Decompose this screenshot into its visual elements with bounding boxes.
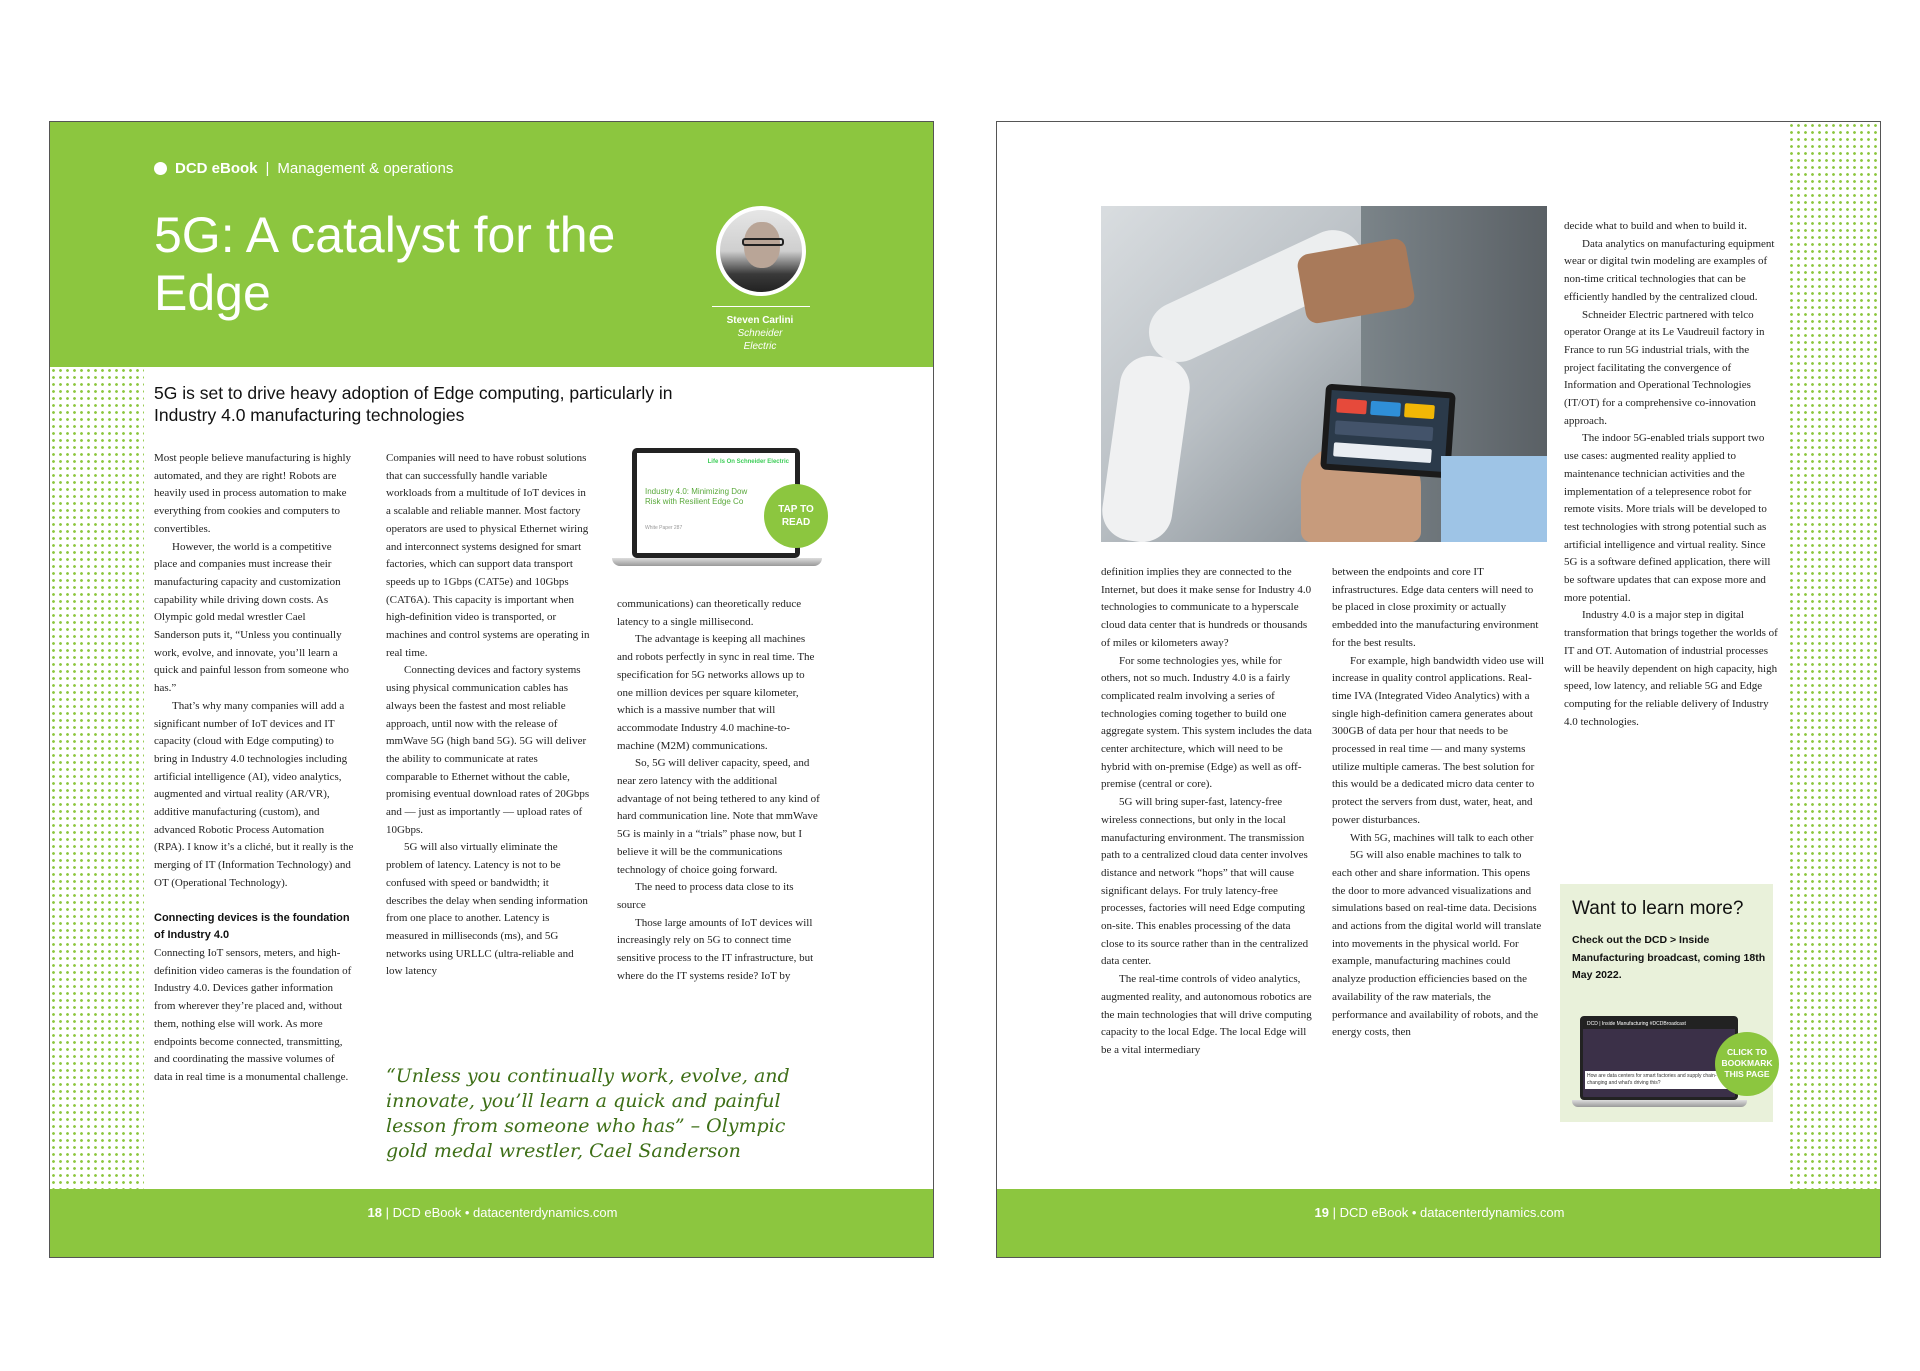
- paragraph: Data analytics on manufacturing equipment wear or digital twin modeling are examples of non-time critical technologies that can be efficiently handled by the centralized cloud.: [1564, 237, 1775, 303]
- body-column-2: [386, 450, 590, 981]
- paragraph: Connecting devices and factory systems using physical communication cables has always been the fastest and most reliable approach, until now with the release of mmWave 5G (high band 5G). 5G will deliver the ability to communicate at rates comparable to Ethernet without the cable, promising eventual download rates of 20Gbps and — just as importantly — upload rates of 10Gbps.: [386, 664, 590, 836]
- body-column-2: [1332, 564, 1544, 1042]
- tap-to-read-button[interactable]: TAP TO READ: [764, 484, 828, 548]
- footer-line: [50, 1205, 934, 1220]
- body-column-3: [617, 596, 822, 985]
- footer-line: [997, 1205, 1881, 1220]
- article-deck: 5G is set to drive heavy adoption of Edge computing, particularly in Industry 4.0 manufacturing technologies: [154, 383, 673, 425]
- author-company-1: Schneider: [737, 328, 783, 339]
- author-company-2: Electric: [743, 341, 777, 352]
- kicker-separator: |: [265, 160, 270, 177]
- whitepaper-type: White Paper 287: [645, 525, 683, 531]
- paragraph: The advantage is keeping all machines and robots perfectly in sync in real time. The specification for 5G networks allows up to one million devices per square kilometer, which is a massive number that will accommodate Industry 4.0 machine-to-machine (M2M) communications.: [617, 633, 815, 752]
- paragraph: definition implies they are connected to the Internet, but does it make sense for Industry 4.0 technologies to communicate to a hyperscale cloud data center that is hundreds or thousands of miles or kilometers away?: [1101, 566, 1312, 649]
- footer-text: | DCD eBook • datacenterdynamics.com: [385, 1205, 618, 1220]
- paragraph: 5G will bring super-fast, latency-free wireless connections, but only in the local manufacturing environment. The transmission path to a centralized cloud data center involves distance and network “hops” that will cause significant delays. For truly latency-free processes, factories will need Edge computing on-site. This enables processing of the data close to its source rather than in the centralized data center.: [1101, 796, 1309, 968]
- left-page: [49, 121, 934, 1258]
- robot-arm-photo: [1101, 206, 1547, 542]
- paragraph: With 5G, machines will talk to each other: [1350, 831, 1534, 844]
- schneider-logo: Life Is On Schneider Electric: [707, 459, 789, 465]
- section-kicker: [154, 160, 453, 177]
- author-byline: [690, 314, 830, 353]
- bullet-icon: [154, 162, 167, 175]
- paragraph: 5G will also virtually eliminate the problem of latency. Latency is not to be confused with speed or bandwidth; it describes the delay when sending information from one place to another. Latency is measured in milliseconds (ms), and 5G networks using URLLC (ultra-reliable and low latency: [386, 841, 588, 978]
- broadcast-screen-caption: How are data centers for smart factories and supply chain-changing and what's driving this?: [1585, 1071, 1733, 1089]
- author-photo: [716, 206, 806, 296]
- page-footer: [50, 1189, 934, 1257]
- paragraph: Most people believe manufacturing is highly automated, and they are right! Robots are heavily used in process automation to make everything from cookies and computers to convertibles.: [154, 452, 352, 535]
- paragraph: communications) can theoretically reduce latency to a single millisecond.: [617, 598, 802, 628]
- broadcast-screen-title: DCD | Inside Manufacturing #DCDBroadcast: [1583, 1019, 1735, 1029]
- paragraph: decide what to build and when to build it.: [1564, 220, 1747, 232]
- paragraph: Schneider Electric partnered with telco operator Orange at its Le Vaudreuil factory in France to run 5G industrial trials, with the project facilitating the convergence of Information and Operational Technologies (IT/OT) for a comprehensive co-innovation approach.: [1564, 308, 1765, 427]
- right-page: [996, 121, 1881, 1258]
- page-number: 19: [1314, 1205, 1329, 1220]
- body-column-1: [1101, 564, 1313, 1060]
- paragraph: So, 5G will deliver capacity, speed, and near zero latency with the additional advantage of not being tethered to any kind of hard communication line. Note that mmWave 5G is mainly in a “trials” phase now, but I believe it will be the communications technology of choice going forward.: [617, 757, 820, 876]
- paragraph: That’s why many companies will add a significant number of IoT devices and IT capacity (cloud with Edge computing) to bring in Industry 4.0 technologies including artificial intelligence (AI), video analytics, augmented and virtual reality (AR/VR), additive manufacturing (custom), and advanced Robotic Process Automation (RPA). I know it’s a cliché, but it really is the merging of IT (Information Technology) and OT (Operational Technology).: [154, 699, 354, 889]
- header-band: [50, 122, 934, 367]
- page-footer: [997, 1189, 1881, 1257]
- body-column-1: [154, 450, 354, 1087]
- author-divider: [712, 306, 810, 307]
- bookmark-page-button[interactable]: CLICK TO BOOKMARK THIS PAGE: [1715, 1032, 1779, 1096]
- paragraph: Industry 4.0 is a major step in digital transformation that brings together the worlds of IT and OT. Automation of industrial processes will be heavily dependent on high capacity, high speed, low latency, and reliable 5G and Edge computing for the reliable delivery of Industry 4.0 technologies.: [1564, 609, 1778, 728]
- body-column-3: [1564, 218, 1778, 731]
- paragraph: The need to process data close to its source: [617, 881, 794, 911]
- paragraph: Companies will need to have robust solutions that can successfully handle variable workloads from a multitude of IoT devices in a scalable and reliable manner. Most factory operators are used to physical Ethernet wiring and interconnect systems designed for smart factories, which can support data transport speeds up to 1Gbps (CAT5e) and 10Gbps (CAT6A). This capacity is important when high-definition video is transported, or machines and control systems are operating in real time.: [386, 452, 590, 659]
- paragraph: For some technologies yes, while for others, not so much. Industry 4.0 is a fairly complicated realm involving a series of technologies coming together to build one aggregate system. This system includes the data center architecture, which will need to be hybrid with on-premise (Edge) as well as off-premise (central or core).: [1101, 654, 1312, 791]
- paragraph: For example, high bandwidth video use will increase in quality control applications. Real-time IVA (Integrated Video Analytics) with a single high-definition camera generates about 300GB of data per hour that needs to be processed in real time — and many systems utilize multiple cameras. The best solution for this would be a dedicated micro data center to protect the servers from dust, water, heat, and power disturbances.: [1332, 654, 1544, 826]
- article-title: 5G: A catalyst for the Edge: [154, 207, 616, 321]
- paragraph: between the endpoints and core IT infrastructures. Edge data centers will need to be placed in close proximity or actually embedded into the manufacturing environment for the best results.: [1332, 566, 1539, 649]
- pull-quote: “Unless you continually work, evolve, and innovate, you’ll learn a quick and painful lesson from someone who has” – Olympic gold medal wrestler, Cael Sanderson: [386, 1065, 790, 1162]
- paragraph: Those large amounts of IoT devices will increasingly rely on 5G to connect time sensitive process to the IT infrastructure, but where do the IT systems reside? IoT by: [617, 916, 814, 982]
- paragraph: 5G will also enable machines to talk to each other and share information. This opens the door to more advanced visualizations and simulations based on real-time data. Decisions and actions from the digital world will translate into movements in the physical world. For example, manufacturing machines could analyze production efficiencies based on the availability of the raw materials, the performance and availability of robots, and the energy costs, then: [1332, 849, 1542, 1039]
- kicker-brand: DCD eBook: [175, 160, 258, 177]
- page-number: 18: [367, 1205, 382, 1220]
- paragraph: The indoor 5G-enabled trials support two use cases: augmented reality applied to maintenance technician activities and the implementation of a telepresence robot for remote visits. More trials will be developed to test technologies with strong potential such as artificial intelligence and virtual reality. Since 5G is a software defined application, there will be software updates that can expose more and more potential.: [1564, 432, 1771, 604]
- paragraph: Connecting IoT sensors, meters, and high-definition video cameras is the foundation of Industry 4.0. Devices gather information from wherever they’re placed and, without them, nothing else will work. As more endpoints become connected, transmitting, and coordinating the massive volumes of data in real time is a monumental challenge.: [154, 946, 352, 1083]
- dot-pattern: [1788, 122, 1881, 1191]
- subheading: Connecting devices is the foundation of Industry 4.0: [154, 911, 350, 942]
- author-name: Steven Carlini: [726, 315, 794, 326]
- footer-text: | DCD eBook • datacenterdynamics.com: [1332, 1205, 1565, 1220]
- kicker-section: Management & operations: [277, 160, 454, 177]
- learn-more-text: Check out the DCD > Inside Manufacturing broadcast, coming 18th May 2022.: [1572, 934, 1766, 982]
- whitepaper-title: Industry 4.0: Minimizing Dow Risk with Resilient Edge Co: [645, 487, 748, 506]
- dot-pattern: [50, 367, 144, 1191]
- paragraph: The real-time controls of video analytics, augmented reality, and autonomous robotics are the main technologies that will drive computing capacity to the local Edge. The local Edge will be a vital intermediary: [1101, 973, 1312, 1056]
- learn-more-heading: Want to learn more?: [1572, 898, 1744, 919]
- paragraph: However, the world is a competitive place and companies must increase their manufacturing capacity and customization capability while driving down costs. As Olympic gold medal wrestler Cael Sanderson puts it, “Unless you continually work, evolve, and innovate, you’ll learn a quick and painful lesson from someone who has.”: [154, 540, 349, 695]
